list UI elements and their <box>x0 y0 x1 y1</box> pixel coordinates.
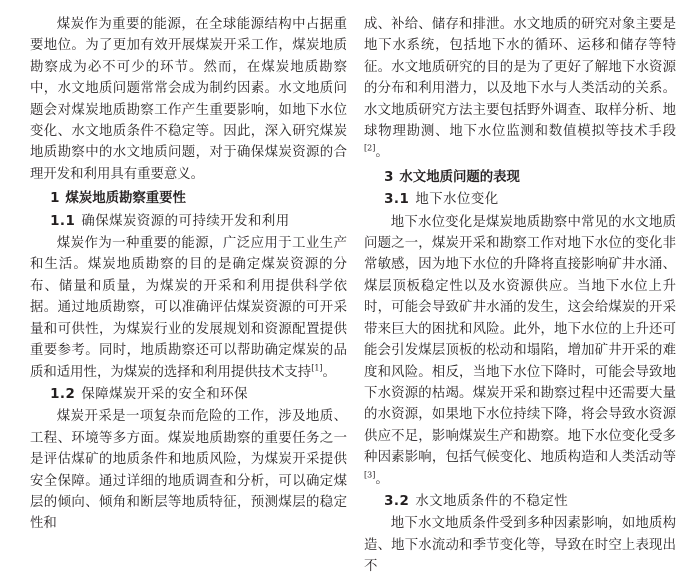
section-3-1-paragraph <box>364 212 676 490</box>
section-1-2-paragraph: 煤炭开采是一项复杂而危险的工作，涉及地质、工程、环境等多方面。煤炭地质勘察的重要任务之一是评估煤矿的地质条件和地质风险，为煤炭开采提供安全保障。通过详细的地质调查和分析，可以确定煤层的倾向、倾角和断层等地质特征，预测煤层的稳定性和 <box>30 409 347 532</box>
section-1-1-title: 确保煤炭资源的可持续开发和利用 <box>81 213 290 229</box>
section-1-1-number: 1.1 <box>50 213 76 229</box>
section-3-2-paragraph: 地下水文地质条件受到多种因素影响，如地质构造、地下水流动和季节变化等，导致在时空上表现出不 <box>364 516 676 575</box>
section-1-number: 1 <box>50 191 60 207</box>
citation-3: [3] <box>364 470 376 480</box>
section-3-2-title: 水文地质条件的不稳定性 <box>415 493 569 509</box>
section-3-heading <box>364 167 676 188</box>
section-1-1-heading <box>30 211 347 232</box>
section-3-2-heading <box>364 491 676 512</box>
section-1-2-number: 1.2 <box>50 386 76 402</box>
section-3-1-text: 地下水位变化是煤炭地质勘察中常见的水文地质问题之一，煤炭开采和勘察工作对地下水位的变化非常敏感，因为地下水位的升降将直接影响矿井水涌、煤层顶板稳定性以及水资源供应。当地下水位上升时，可能会导致矿井水涌的发生，这会给煤炭的开采带来巨大的困扰和风险。此外，地下水位的上升还可能会引发煤层顶板的松动和塌陷，增加矿井开采的难度和风险。相反，当地下水位下降时，可能会导致地下水资源的枯竭。煤炭开采和勘察过程中还需要大量的水资源，如果地下水位持续下降，将会导致水资源供应不足，影响煤炭生产和勘察。地下水位变化受多种因素影响，包括气候变化、地质构造和人类活动等 <box>364 214 676 466</box>
section-3-1-number: 3.1 <box>384 192 410 208</box>
continued-text: 成、补给、储存和排泄。水文地质的研究对象主要是地下水系统，包括地下水的循环、运移和储存等特征。水文地质研究的目的是为了更好了解地下水资源的分布和利用潜力，以及地下水与人类活动的关系。水文地质研究方法主要包括野外调查、取样分析、地球物理勘测、地下水位监测和数值模拟等技术手段 <box>364 17 676 140</box>
section-3-1-heading <box>364 189 676 210</box>
section-1-2-heading <box>30 384 347 405</box>
section-1-title: 煤炭地质勘察重要性 <box>65 191 186 207</box>
intro-paragraph: 煤炭作为重要的能源，在全球能源结构中占据重要地位。为了更加有效开展煤炭开采工作，煤炭地质勘察成为必不可少的环节。然而，在煤炭地质勘察中，水文地质问题常常会成为制约因素。水文地质问题会对煤炭地质勘察工作产生重要影响，如地下水位变化、水文地质条件不稳定等。因此，深入研究煤炭地质勘察中的水文地质问题，对于确保煤炭资源的合理开发和利用具有重要意义。 <box>30 17 347 182</box>
section-3-title: 水文地质问题的表现 <box>399 169 520 185</box>
section-1-1-end: 。 <box>322 364 336 380</box>
left-column <box>30 14 347 535</box>
section-1-2-title: 保障煤炭开采的安全和环保 <box>81 386 249 402</box>
section-3-2-number: 3.2 <box>384 493 410 509</box>
section-3-1-title: 地下水位变化 <box>415 192 499 208</box>
section-3-number: 3 <box>384 169 394 185</box>
citation-2: [2] <box>364 143 376 153</box>
continued-paragraph <box>364 14 676 164</box>
continued-end: 。 <box>375 145 389 161</box>
citation-1: [1] <box>311 363 323 373</box>
right-column <box>364 14 676 578</box>
section-1-heading <box>30 188 347 209</box>
section-3-1-end: 。 <box>375 471 389 487</box>
section-1-1-paragraph <box>30 233 347 383</box>
section-1-1-text: 煤炭作为一种重要的能源，广泛应用于工业生产和生活。煤炭地质勘察的目的是确定煤炭资源的分布、储量和质量，为煤炭的开采和利用提供科学依据。通过地质勘察，可以准确评估煤炭资源的可开采量和可供性，为煤炭行业的发展规划和资源配置提供重要参考。同时，地质勘察还可以帮助确定煤炭的品质和适用性，为煤炭的选择和利用提供技术支持 <box>30 236 347 380</box>
